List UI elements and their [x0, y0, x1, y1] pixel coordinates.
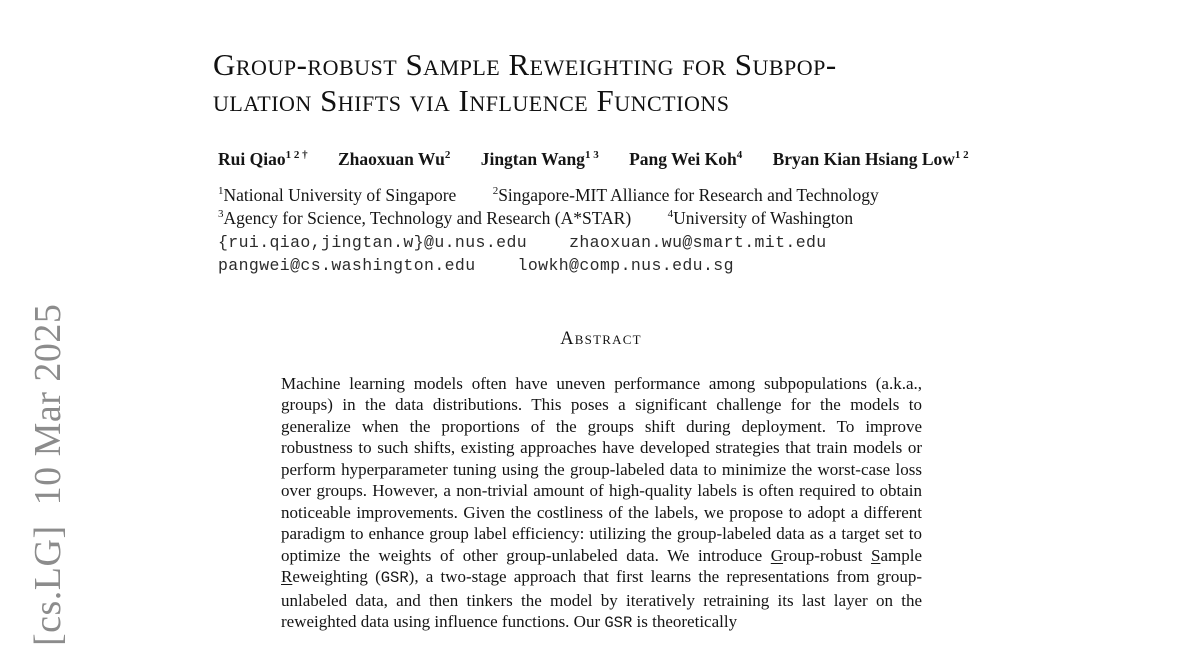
affiliation-name: University of Washington	[673, 207, 854, 228]
author-superscript: 2	[444, 149, 451, 162]
abstract-segment: GSR	[380, 569, 409, 588]
affiliation-superscript: 2	[492, 185, 499, 198]
abstract-segment: G	[770, 545, 784, 565]
author-pang-wei-koh	[629, 149, 742, 169]
abstract-segment: ample	[880, 545, 922, 565]
author-zhaoxuan-wu	[338, 149, 450, 169]
author-name: Jingtan Wang	[480, 149, 585, 169]
abstract-segment: ), a two-stage approach that first learns the representations from group-unlabeled data, and then tinkers the model by iteratively retraining its last layer on the reweighted data using influence functions. Our	[281, 567, 922, 631]
abstract-segment: roup-robust	[783, 545, 871, 565]
affiliation-name: Singapore-MIT Alliance for Research and Technology	[498, 185, 879, 205]
email-block	[218, 231, 1038, 277]
email-address: zhaoxuan.wu@smart.mit.edu	[569, 233, 827, 252]
paper-title	[213, 47, 1043, 119]
abstract-heading: Abstract	[560, 329, 642, 349]
affiliation-smart	[493, 185, 879, 205]
author-list	[218, 149, 1038, 170]
abstract-segment: S	[870, 545, 881, 565]
abstract-text	[281, 373, 922, 634]
author-superscript: 1 3	[584, 149, 599, 162]
affiliation-line-1	[218, 184, 1038, 207]
paper-title-line-1: Group-robust Sample Reweighting for Subpop-	[213, 47, 837, 82]
author-bryan-low	[773, 149, 969, 169]
affiliation-astar	[218, 208, 631, 228]
author-name: Bryan Kian Hsiang Low	[772, 149, 955, 169]
affiliation-name: National University of Singapore	[223, 185, 457, 205]
abstract-segment: GSR	[604, 613, 633, 632]
abstract-segment: R	[281, 567, 293, 587]
author-rui-qiao	[218, 149, 308, 169]
affiliation-list	[218, 184, 1038, 229]
author-superscript: 1 2 †	[285, 149, 308, 162]
author-jingtan-wang	[481, 149, 599, 169]
affiliation-name: Agency for Science, Technology and Research (A*STAR)	[223, 207, 632, 228]
affiliation-nus	[218, 185, 456, 205]
affiliation-superscript: 3	[218, 207, 224, 220]
affiliation-line-2	[218, 207, 1038, 230]
abstract-segment: Machine learning models often have uneven performance among subpopulations (a.k.a., groups) in the data distributions. This poses a significant challenge for the models to generalize when the proportions of the groups shift during deployment. To improve robustness to such shifts, existing approaches have developed strategies that train models or perform hyperparameter tuning using the group-labeled data to minimize the worst-case loss over groups. However, a non-trivial amount of high-quality labels is often required to obtain noticeable improvements. Given the costliness of the labels, we propose to adopt a different paradigm to enhance group label efficiency: utilizing the group-labeled data as a target set to optimize the weights of other group-unlabeled data. We introduce	[281, 374, 922, 565]
email-line-1	[218, 231, 1038, 254]
author-name: Zhaoxuan Wu	[337, 149, 445, 169]
paper-title-line-2: ulation Shifts via Influence Functions	[213, 83, 730, 118]
email-line-2	[218, 254, 1038, 277]
arxiv-stamp: [cs.LG] 10 Mar 2025	[27, 303, 69, 646]
affiliation-uw	[668, 208, 854, 228]
author-superscript: 4	[736, 149, 743, 162]
author-name: Pang Wei Koh	[629, 149, 737, 169]
abstract-segment: is theoretically	[632, 611, 738, 631]
email-address: {rui.qiao,jingtan.w}@u.nus.edu	[218, 233, 528, 252]
author-superscript: 1 2	[954, 149, 969, 162]
email-address: lowkh@comp.nus.edu.sg	[517, 256, 734, 275]
abstract-segment: eweighting (	[292, 567, 381, 587]
author-name: Rui Qiao	[218, 149, 286, 169]
affiliation-superscript: 4	[667, 207, 674, 220]
email-address: pangwei@cs.washington.edu	[218, 256, 476, 275]
affiliation-superscript: 1	[218, 185, 224, 198]
